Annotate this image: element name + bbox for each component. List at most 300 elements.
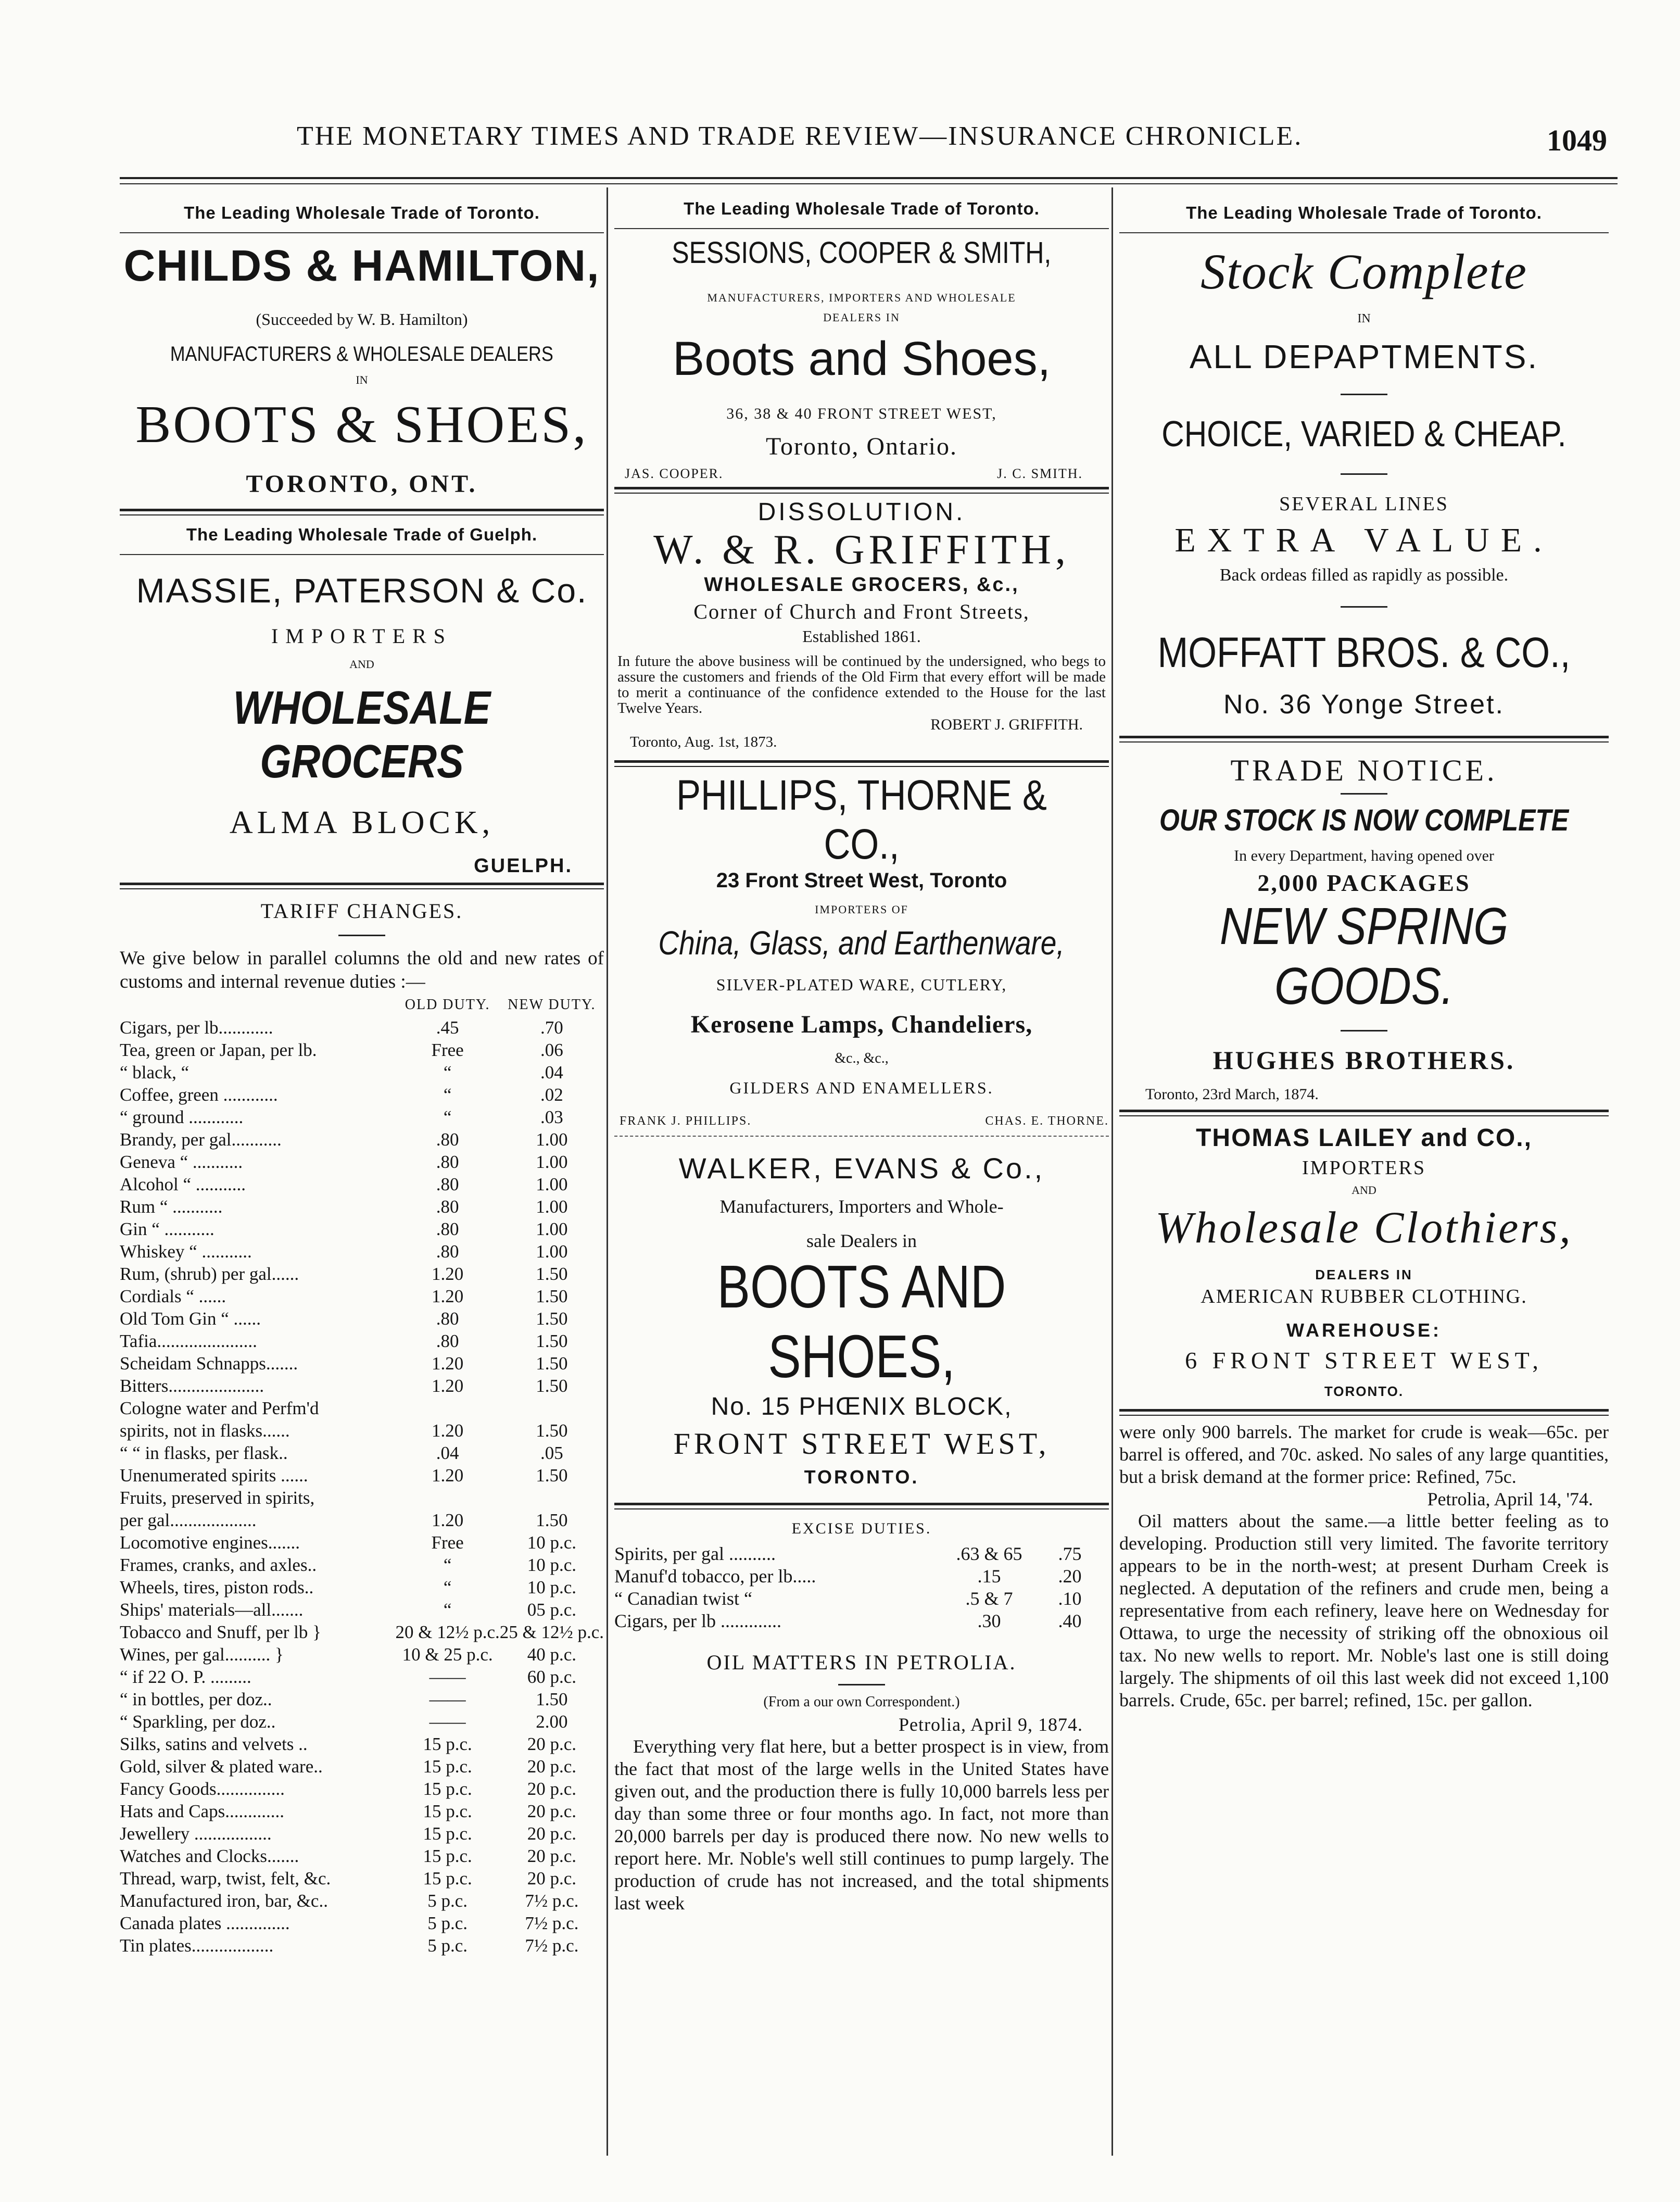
duty-item: Cigars, per lb ............. — [614, 1610, 781, 1631]
duty-new: .03 — [540, 1107, 563, 1127]
divider — [120, 883, 604, 889]
duty-new: .20 — [1058, 1566, 1082, 1587]
ad-date: Toronto, 23rd March, 1874. — [1145, 1086, 1319, 1103]
duty-row — [120, 1599, 604, 1621]
duty-item: Geneva “ ........... — [120, 1152, 243, 1172]
publication-title: THE MONETARY TIMES AND TRADE REVIEW—INSURANCE CHRONICLE. — [297, 121, 1303, 151]
duty-item: Manufactured iron, bar, &c.. — [120, 1891, 328, 1911]
column-divider — [607, 187, 608, 2156]
divider — [838, 1684, 885, 1685]
duty-row — [120, 1397, 604, 1419]
divider — [1341, 606, 1387, 608]
divider — [1341, 1030, 1387, 1031]
ad-town: GUELPH. — [474, 855, 573, 877]
article-oil-petrolia — [614, 1650, 1109, 1915]
notice-title: DISSOLUTION. — [757, 498, 966, 526]
duty-item: Wheels, tires, piston rods.. — [120, 1577, 314, 1597]
page-number: 1049 — [1547, 123, 1607, 157]
duty-old: 1.20 — [431, 1465, 464, 1486]
duty-item: Rum “ ........... — [120, 1197, 223, 1217]
divider — [614, 1503, 1109, 1509]
duty-row — [120, 1240, 604, 1263]
ad-walker-evans — [614, 1151, 1109, 1509]
duty-item: Locomotive engines....... — [120, 1532, 300, 1553]
duty-row — [120, 1352, 604, 1375]
ad-place: TORONTO, ONT. — [246, 470, 478, 498]
duty-row — [120, 1330, 604, 1352]
duty-row — [614, 1610, 1109, 1632]
duty-item: Thread, warp, twist, felt, &c. — [120, 1868, 331, 1889]
duty-old: 10 & 25 p.c. — [402, 1644, 493, 1665]
duty-new: 20 p.c. — [527, 1756, 577, 1777]
duty-row — [120, 1263, 604, 1285]
divider — [1119, 1110, 1609, 1116]
running-head — [120, 121, 1607, 168]
duty-new: 1.00 — [536, 1197, 568, 1217]
duty-new: .70 — [540, 1017, 563, 1038]
duty-row — [120, 1710, 604, 1733]
duty-row — [614, 1588, 1109, 1610]
duty-old: 15 p.c. — [423, 1734, 472, 1754]
duty-new — [500, 1397, 604, 1419]
duty-row — [120, 1778, 604, 1800]
duty-new: .04 — [540, 1062, 563, 1083]
duty-new: 05 p.c. — [527, 1600, 577, 1620]
duty-row — [120, 1218, 604, 1240]
divider — [614, 487, 1109, 494]
ad-city: TORONTO. — [804, 1466, 919, 1488]
head-rule-thin — [120, 183, 1618, 184]
ad-dealers: DEALERS IN — [823, 311, 900, 324]
duty-row — [614, 1565, 1109, 1588]
duty-row — [120, 1800, 604, 1822]
divider — [120, 509, 604, 515]
ad-in: IN — [356, 373, 368, 386]
duty-old: 15 p.c. — [423, 1868, 472, 1889]
ad-address: No. 36 Yonge Street. — [1223, 689, 1505, 720]
duty-row — [120, 1576, 604, 1599]
ad-goods: NEW SPRING GOODS. — [1219, 897, 1509, 1015]
partner-name: JAS. COOPER. — [625, 466, 724, 481]
duty-row — [120, 1196, 604, 1218]
duty-old: —— — [429, 1667, 466, 1687]
duty-new: 1.50 — [536, 1264, 568, 1284]
duty-item: Brandy, per gal........... — [120, 1129, 282, 1150]
firm-name: CHILDS & HAMILTON, — [123, 241, 600, 290]
duty-item: Gold, silver & plated ware.. — [120, 1756, 323, 1777]
ad-line: AMERICAN RUBBER CLOTHING. — [1201, 1286, 1527, 1307]
duty-old: .30 — [977, 1610, 1001, 1631]
duty-item: Canada plates .............. — [120, 1913, 290, 1933]
article-title: OIL MATTERS IN PETROLIA. — [706, 1651, 1017, 1674]
duty-row — [120, 1733, 604, 1755]
duty-row — [120, 1106, 604, 1128]
duty-old: Free — [431, 1040, 464, 1060]
ad-moffatt-bros — [1119, 187, 1609, 743]
duty-row — [120, 1688, 604, 1710]
ad-line: CHOICE, VARIED & CHEAP. — [1161, 413, 1567, 454]
tariff-intro: We give below in parallel columns the old and new rates of customs and internal revenue duties :— — [120, 948, 604, 992]
duty-row — [120, 1151, 604, 1173]
duty-row — [120, 1128, 604, 1151]
col-header-new: NEW DUTY. — [508, 997, 596, 1013]
duty-new: 1.50 — [536, 1510, 568, 1530]
duty-row — [120, 1621, 604, 1643]
duty-item: spirits, not in flasks...... — [120, 1420, 290, 1441]
duty-new: .02 — [540, 1085, 563, 1105]
duty-old: 5 p.c. — [427, 1891, 468, 1911]
ad-massie-paterson — [120, 520, 604, 889]
duty-old: 15 p.c. — [423, 1823, 472, 1844]
duty-item: per gal................... — [120, 1510, 257, 1530]
column-middle — [614, 187, 1109, 2166]
duty-row — [120, 1554, 604, 1576]
ad-in: IN — [1357, 312, 1371, 325]
duty-item: Alcohol “ ........... — [120, 1174, 246, 1194]
ad-lead: The Leading Wholesale Trade of Toronto. — [684, 199, 1040, 218]
ad-address: 23 Front Street West, Toronto — [716, 869, 1007, 892]
duty-new: 20 p.c. — [527, 1846, 577, 1866]
duty-new: 60 p.c. — [527, 1667, 577, 1687]
duty-old: .45 — [436, 1017, 459, 1038]
ad-childs-hamilton — [120, 187, 604, 515]
divider — [120, 232, 604, 233]
duty-new: 25 & 12½ p.c. — [499, 1622, 604, 1642]
tariff-table — [120, 993, 604, 1957]
duty-row — [120, 1755, 604, 1778]
ad-lead: The Leading Wholesale Trade of Guelph. — [186, 525, 538, 544]
duty-item: Tea, green or Japan, per lb. — [120, 1040, 317, 1060]
duty-old: —— — [429, 1712, 466, 1732]
ad-goods: BOOTS AND SHOES, — [717, 1253, 1006, 1390]
notice-signature: ROBERT J. GRIFFITH. — [930, 716, 1083, 733]
article-source: (From a our own Correspondent.) — [763, 1694, 960, 1710]
divider — [1119, 736, 1609, 743]
duty-item: Tafia...................... — [120, 1331, 257, 1351]
duty-old: 1.20 — [431, 1286, 464, 1306]
ad-importers: IMPORTERS OF — [815, 903, 908, 916]
divider — [1341, 793, 1387, 795]
excise-section — [614, 1520, 1109, 1632]
duty-item: Scheidam Schnapps....... — [120, 1353, 298, 1374]
duty-row — [120, 1375, 604, 1397]
duty-old: 20 & 12½ p.c. — [395, 1622, 500, 1642]
article-oil-petrolia-continued — [1119, 1421, 1609, 1712]
duty-old: .04 — [436, 1443, 459, 1463]
duty-old: “ — [443, 1107, 452, 1127]
duty-old: .80 — [436, 1241, 459, 1262]
duty-old: .80 — [436, 1174, 459, 1194]
partner-name: FRANK J. PHILLIPS. — [620, 1114, 752, 1128]
duty-item: Tobacco and Snuff, per lb } — [120, 1622, 321, 1642]
duty-new: .40 — [1058, 1610, 1082, 1631]
duty-new: 1.50 — [536, 1376, 568, 1396]
duty-item: Silks, satins and velvets .. — [120, 1734, 308, 1754]
duty-row — [120, 1016, 604, 1039]
duty-old: 1.20 — [431, 1376, 464, 1396]
partner-name: J. C. SMITH. — [997, 466, 1083, 481]
divider — [1119, 232, 1609, 233]
duty-row — [120, 1442, 604, 1464]
duty-old: “ — [443, 1600, 452, 1620]
duty-row — [120, 1666, 604, 1688]
duty-item: “ ground ............ — [120, 1107, 244, 1127]
ad-etc: &c., &c., — [835, 1050, 889, 1066]
duty-item: Wines, per gal.......... } — [120, 1644, 284, 1665]
duty-row — [120, 1173, 604, 1196]
duty-new: 10 p.c. — [527, 1532, 577, 1553]
duty-item: Unenumerated spirits ...... — [120, 1465, 308, 1486]
duty-old: .80 — [436, 1152, 459, 1172]
duty-item: “ if 22 O. P. ......... — [120, 1667, 251, 1687]
ad-importers: IMPORTERS — [271, 624, 453, 648]
duty-old: .80 — [436, 1197, 459, 1217]
duty-item: Tin plates.................. — [120, 1935, 274, 1956]
duty-new: 7½ p.c. — [525, 1913, 579, 1933]
ad-lead: The Leading Wholesale Trade of Toronto. — [1186, 203, 1542, 222]
duty-new: 20 p.c. — [527, 1734, 577, 1754]
ad-city: TORONTO. — [1324, 1383, 1404, 1399]
ad-goods: WHOLESALE GROCERS — [233, 682, 491, 788]
duty-item: Cologne water and Perfm'd — [120, 1398, 319, 1418]
duty-old: “ — [443, 1555, 452, 1575]
ad-thomas-lailey — [1119, 1124, 1609, 1416]
partner-name: CHAS. E. THORNE. — [985, 1114, 1109, 1128]
ad-established: Established 1861. — [802, 627, 921, 646]
duty-row — [120, 1285, 604, 1307]
ad-note: (Succeeded by W. B. Hamilton) — [256, 310, 468, 329]
ad-line: SEVERAL LINES — [1279, 493, 1449, 515]
notice-text: In future the above business will be continued by the undersigned, who begs to assure the customers and friends of the Old Firm that every effort will be made to merit a continuance of the confidence extended to the House for the last Twelve Years. — [617, 653, 1106, 716]
duty-old: .80 — [436, 1129, 459, 1150]
duty-old: —— — [429, 1689, 466, 1709]
duty-new: 1.00 — [536, 1174, 568, 1194]
ad-line: EXTRA VALUE. — [1174, 521, 1553, 559]
duty-row — [120, 1845, 604, 1867]
duty-new: 1.50 — [536, 1465, 568, 1486]
firm-name: MASSIE, PATERSON & Co. — [136, 571, 588, 610]
duty-old — [395, 1487, 499, 1509]
duty-row — [120, 1867, 604, 1890]
duty-old: 5 p.c. — [427, 1913, 468, 1933]
duty-new: 1.00 — [536, 1152, 568, 1172]
duty-item: Whiskey “ ........... — [120, 1241, 252, 1262]
duty-new: 1.00 — [536, 1219, 568, 1239]
duty-old: .5 & 7 — [965, 1588, 1013, 1609]
duty-old: 1.20 — [431, 1420, 464, 1441]
ad-business: MANUFACTURERS, IMPORTERS AND WHOLESALE — [707, 291, 1016, 304]
column-divider — [1111, 187, 1113, 2156]
duty-row — [120, 1912, 604, 1934]
ad-headline: OUR STOCK IS NOW COMPLETE — [1159, 803, 1569, 837]
duty-new: 10 p.c. — [527, 1577, 577, 1597]
duty-old: .80 — [436, 1219, 459, 1239]
article-text: Oil matters about the same.—a little better feeling as to developing. Production still very limited. The favorite territory appears to be in the north-west; at present Durham Creek is neglected. A deputation of the refiners and crude men, being a representative from each refinery, leave here on Wednesday for Ottawa, to urge the necessity of striking off the obnoxious oil tax. No new wells to report. Mr. Noble's last one is still doing largely. The shipments of oil this last week did not exceed 1,100 barrels. Crude, 65c. per barrel; refined, 15c. per gallon. — [1119, 1511, 1609, 1710]
duty-row — [120, 1822, 604, 1845]
duty-old: “ — [443, 1085, 452, 1105]
duty-old: 1.20 — [431, 1510, 464, 1530]
duty-row — [120, 1039, 604, 1061]
ad-line: Back ordeas filled as rapidly as possible. — [1219, 565, 1509, 585]
ad-city: Toronto, Ontario. — [766, 433, 957, 460]
duty-new: 1.50 — [536, 1420, 568, 1441]
duty-new: 1.50 — [536, 1331, 568, 1351]
duty-item: Bitters..................... — [120, 1376, 264, 1396]
duty-row — [120, 1307, 604, 1330]
ad-line: SILVER-PLATED WARE, CUTLERY, — [716, 975, 1007, 994]
duty-row — [120, 1061, 604, 1084]
excise-table — [614, 1543, 1109, 1632]
section-title: TARIFF CHANGES. — [260, 899, 463, 923]
tariff-section — [120, 899, 604, 1957]
duty-new: 20 p.c. — [527, 1779, 577, 1799]
duty-old: .63 & 65 — [956, 1543, 1022, 1564]
duty-row — [120, 1509, 604, 1531]
duty-row — [120, 1084, 604, 1106]
duty-new — [500, 1487, 604, 1509]
ad-and: AND — [1351, 1184, 1376, 1197]
divider — [1341, 394, 1387, 395]
ad-business: MANUFACTURERS & WHOLESALE DEALERS — [170, 343, 553, 366]
duty-old: 15 p.c. — [423, 1801, 472, 1821]
ad-phillips-thorne — [614, 771, 1109, 1137]
duty-row — [120, 1531, 604, 1554]
duty-row — [120, 1487, 604, 1509]
article-dateline: Petrolia, April 9, 1874. — [899, 1714, 1083, 1735]
duty-old: 1.20 — [431, 1264, 464, 1284]
duty-new: 1.00 — [536, 1129, 568, 1150]
duty-item: Ships' materials—all....... — [120, 1600, 304, 1620]
notice-dissolution — [614, 498, 1109, 767]
divider — [120, 554, 604, 555]
ad-goods: BOOTS & SHOES, — [135, 395, 588, 454]
duty-new: 7½ p.c. — [525, 1935, 579, 1956]
article-text: Everything very flat here, but a better prospect is in view, from the fact that most of the large wells in the United States have given out, and the production there is fully 10,000 barrels less per day than some three or four months ago. In fact, not more than 20,000 barrels per day is produced there now. No new wells to report here. Mr. Noble's well still continues to pump largely. The production of crude has not increased, and the total shipments last week — [614, 1736, 1109, 1914]
duty-new: 2.00 — [536, 1712, 568, 1732]
ad-line: Kerosene Lamps, Chandeliers, — [690, 1011, 1033, 1038]
notice-date: Toronto, Aug. 1st, 1873. — [630, 734, 777, 750]
duty-item: Fancy Goods............... — [120, 1779, 285, 1799]
divider — [614, 1136, 1109, 1137]
ad-line: ALL DEPAPTMENTS. — [1189, 338, 1539, 375]
firm-name: W. & R. GRIFFITH, — [653, 527, 1070, 573]
duty-old: .80 — [436, 1308, 459, 1329]
divider — [1341, 473, 1387, 475]
duty-item: Watches and Clocks....... — [120, 1846, 299, 1866]
ad-line: 2,000 PACKAGES — [1257, 870, 1471, 896]
duty-new: 1.50 — [536, 1286, 568, 1306]
duty-new: 10 p.c. — [527, 1555, 577, 1575]
ad-line: In every Department, having opened over — [1234, 847, 1494, 864]
duty-row — [120, 1464, 604, 1487]
ad-line: WAREHOUSE: — [1286, 1319, 1442, 1341]
ad-street: FRONT STREET WEST, — [673, 1427, 1050, 1461]
ad-line: GILDERS AND ENAMELLERS. — [729, 1078, 994, 1097]
duty-old: Free — [431, 1532, 464, 1553]
duty-item: “ Sparkling, per doz.. — [120, 1712, 276, 1732]
duty-item: “ Canadian twist “ — [614, 1588, 752, 1609]
duty-new: 20 p.c. — [527, 1823, 577, 1844]
divider — [614, 228, 1109, 229]
ad-street: 6 FRONT STREET WEST, — [1185, 1347, 1543, 1374]
ad-line: DEALERS IN — [1315, 1267, 1413, 1282]
duty-item: “ in bottles, per doz.. — [120, 1689, 272, 1709]
column-left — [120, 187, 604, 2166]
duty-item: Rum, (shrub) per gal...... — [120, 1264, 299, 1284]
duty-item: “ “ in flasks, per flask.. — [120, 1443, 288, 1463]
ad-address: 36, 38 & 40 FRONT STREET WEST, — [726, 405, 997, 422]
firm-name: MOFFATT BROS. & CO., — [1157, 629, 1571, 676]
ad-hughes-brothers — [1119, 753, 1609, 1116]
article-text: were only 900 barrels. The market for crude is weak—65c. per barrel is offered, and 70c. asked. No sales of any large quantities, but a brisk demand at the former price: Refined, 75c. — [1119, 1421, 1609, 1487]
duty-row — [614, 1543, 1109, 1565]
duty-old: .80 — [436, 1331, 459, 1351]
divider — [614, 760, 1109, 767]
duty-old: “ — [443, 1577, 452, 1597]
duty-old: 15 p.c. — [423, 1846, 472, 1866]
duty-new: .05 — [540, 1443, 563, 1463]
duty-item: Fruits, preserved in spirits, — [120, 1488, 315, 1508]
duty-item: Coffee, green ............ — [120, 1085, 278, 1105]
ad-title: TRADE NOTICE. — [1230, 753, 1498, 787]
ad-block: No. 15 PHŒNIX BLOCK, — [711, 1393, 1013, 1420]
duty-old: 15 p.c. — [423, 1779, 472, 1799]
duty-old: .15 — [977, 1566, 1001, 1587]
duty-row — [120, 1419, 604, 1442]
ad-sessions-cooper-smith — [614, 187, 1109, 494]
duty-new: .06 — [540, 1040, 563, 1060]
firm-name: SESSIONS, COOPER & SMITH, — [672, 236, 1052, 270]
ad-address: Corner of Church and Front Streets, — [693, 600, 1030, 623]
duty-item: “ black, “ — [120, 1062, 190, 1083]
ad-goods: Wholesale Clothiers, — [1155, 1202, 1573, 1252]
duty-new: 20 p.c. — [527, 1868, 577, 1889]
ad-goods: Boots and Shoes, — [672, 332, 1051, 385]
duty-item: Hats and Caps............. — [120, 1801, 284, 1821]
duty-row — [120, 1934, 604, 1957]
ad-line: Manufacturers, Importers and Whole- — [719, 1196, 1004, 1217]
column-right — [1119, 187, 1609, 2166]
duty-new: 40 p.c. — [527, 1644, 577, 1665]
duty-old: 5 p.c. — [427, 1935, 468, 1956]
ad-block: ALMA BLOCK, — [229, 805, 495, 840]
firm-name: HUGHES BROTHERS. — [1212, 1046, 1515, 1075]
ad-business: WHOLESALE GROCERS, &c., — [704, 574, 1019, 596]
divider — [1119, 1409, 1609, 1416]
duty-new: 20 p.c. — [527, 1801, 577, 1821]
duty-item: Spirits, per gal .......... — [614, 1543, 776, 1564]
duty-row — [120, 1890, 604, 1912]
ad-headline: Stock Complete — [1201, 244, 1527, 299]
duty-old — [395, 1397, 499, 1419]
section-title: EXCISE DUTIES. — [791, 1520, 932, 1537]
duty-item: Cordials “ ...... — [120, 1286, 226, 1306]
duty-new: 7½ p.c. — [525, 1891, 579, 1911]
duty-item: Old Tom Gin “ ...... — [120, 1308, 261, 1329]
divider — [338, 935, 385, 936]
duty-item: Manuf'd tobacco, per lb..... — [614, 1566, 816, 1587]
ad-goods: China, Glass, and Earthenware, — [658, 924, 1065, 962]
duty-item: Jewellery ................. — [120, 1823, 272, 1844]
duty-new: 1.00 — [536, 1241, 568, 1262]
firm-name: PHILLIPS, THORNE & CO., — [676, 772, 1047, 868]
duty-new: 1.50 — [536, 1689, 568, 1709]
duty-item: Cigars, per lb............ — [120, 1017, 273, 1038]
article-dateline: Petrolia, April 14, '74. — [1427, 1489, 1593, 1509]
duty-new: .75 — [1058, 1543, 1082, 1564]
duty-row — [120, 1643, 604, 1666]
duty-new: .10 — [1058, 1588, 1082, 1609]
